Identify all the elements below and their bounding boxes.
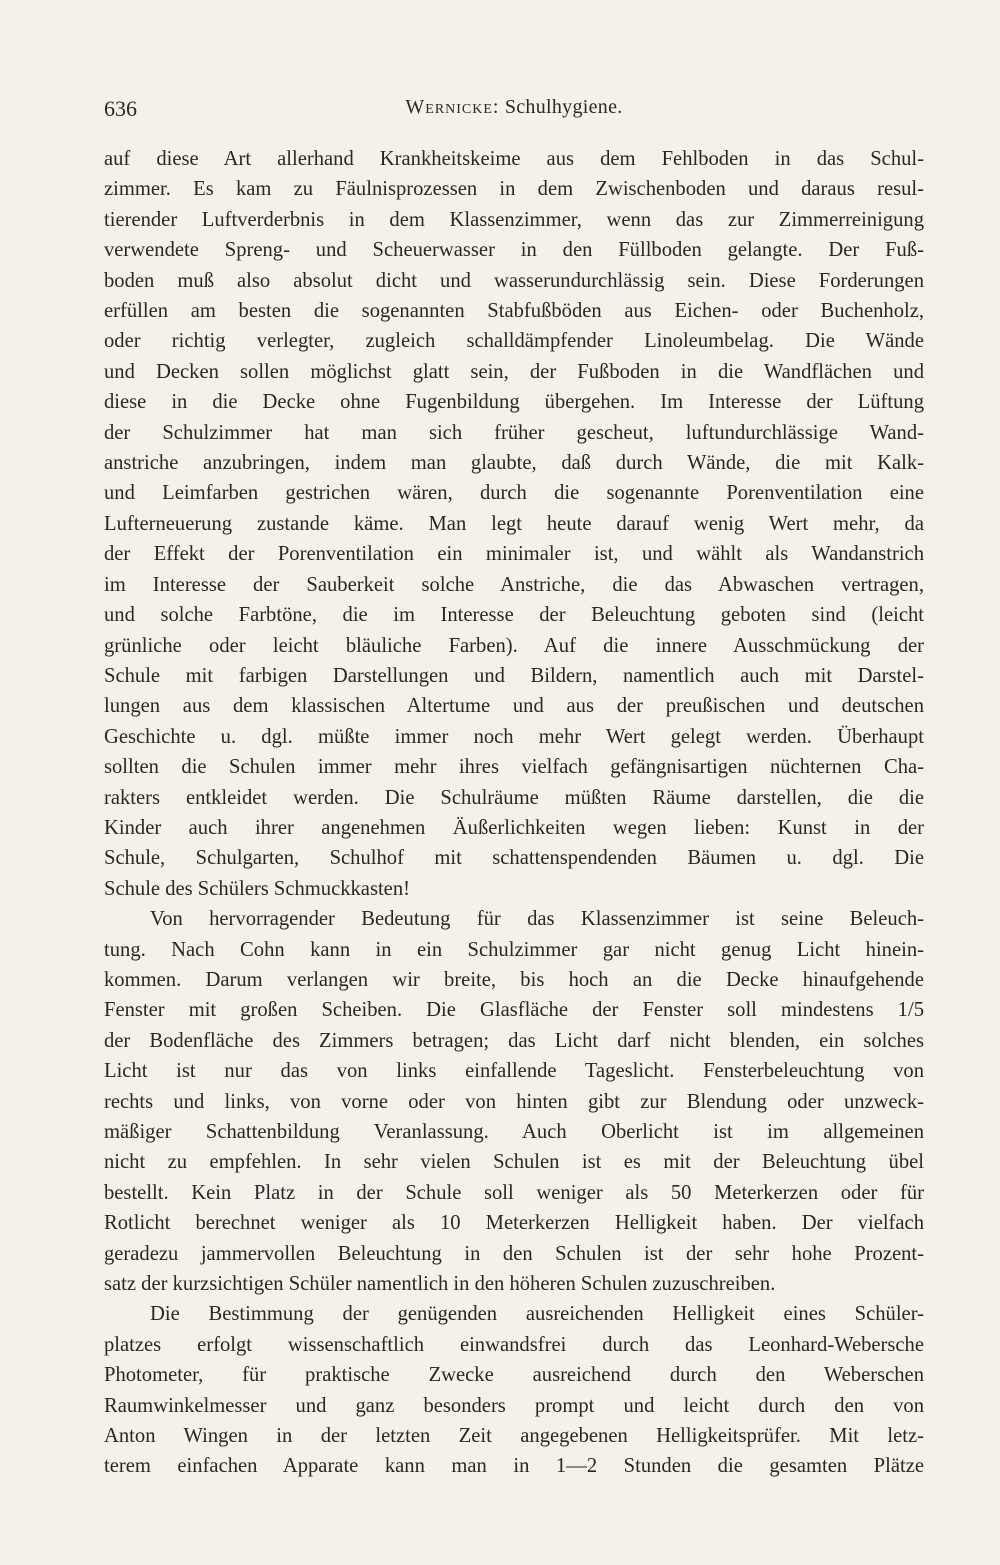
text-line: der Schulzimmer hat man sich früher gescheut, luftundurchlässige Wand- bbox=[104, 421, 924, 444]
text-line: terem einfachen Apparate kann man in 1—2 Stunden die gesamten Plätze bbox=[104, 1455, 924, 1478]
paragraph bbox=[104, 1299, 924, 1481]
text-line: tung. Nach Cohn kann in ein Schulzimmer gar nicht genug Licht hinein- bbox=[104, 938, 924, 961]
text-line: grünliche oder leicht bläuliche Farben). Auf die innere Ausschmückung der bbox=[104, 634, 924, 657]
text-line: Licht ist nur das von links einfallende Tageslicht. Fensterbeleuchtung von bbox=[104, 1060, 924, 1083]
text-line: Raumwinkelmesser und ganz besonders prompt und leicht durch den von bbox=[104, 1394, 924, 1417]
text-line: kommen. Darum verlangen wir breite, bis hoch an die Decke hinaufgehende bbox=[104, 968, 924, 991]
running-head bbox=[104, 96, 924, 119]
text-line: Schule, Schulgarten, Schulhof mit schattenspendenden Bäumen u. dgl. Die bbox=[104, 847, 924, 870]
text-line: Anton Wingen in der letzten Zeit angegebenen Helligkeitsprüfer. Mit letz- bbox=[104, 1425, 924, 1448]
text-line: Fenster mit großen Scheiben. Die Glasfläche der Fenster soll mindestens 1/5 bbox=[104, 999, 924, 1022]
text-line: lungen aus dem klassischen Altertume und aus der preußischen und deutschen bbox=[104, 695, 924, 718]
text-line: der Effekt der Porenventilation ein minimaler ist, und wählt als Wandanstrich bbox=[104, 543, 924, 566]
text-line: und Leimfarben gestrichen wären, durch die sogenannte Porenventilation eine bbox=[104, 482, 924, 505]
body-text bbox=[104, 144, 924, 1482]
running-head-title: Schulhygiene. bbox=[504, 96, 623, 118]
text-line: auf diese Art allerhand Krankheitskeime aus dem Fehlboden in das Schul- bbox=[104, 148, 924, 170]
text-line: tierender Luftverderbnis in dem Klassenzimmer, wenn das zur Zimmerreinigung bbox=[104, 208, 924, 231]
text-line: sollten die Schulen immer mehr ihres vielfach gefängnisartigen nüchternen Cha- bbox=[104, 756, 924, 779]
text-line: Lufterneuerung zustande käme. Man legt heute darauf wenig Wert mehr, da bbox=[104, 512, 924, 535]
text-line: nicht zu empfehlen. In sehr vielen Schulen ist es mit der Beleuchtung übel bbox=[104, 1151, 924, 1174]
text-line: boden muß also absolut dicht und wasserundurchlässig sein. Diese Forderungen bbox=[104, 269, 924, 292]
page-header bbox=[104, 96, 924, 126]
text-line: geradezu jammervollen Beleuchtung in den Schulen ist der sehr hohe Prozent- bbox=[104, 1242, 924, 1265]
text-line: diese in die Decke ohne Fugenbildung übergehen. Im Interesse der Lüftung bbox=[104, 391, 924, 414]
text-line: Geschichte u. dgl. müßte immer noch mehr Wert gelegt werden. Überhaupt bbox=[104, 725, 924, 748]
page-number: 636 bbox=[104, 96, 137, 121]
text-line: Kinder auch ihrer angenehmen Äußerlichkeiten wegen lieben: Kunst in der bbox=[104, 816, 924, 839]
text-line: Schule mit farbigen Darstellungen und Bildern, namentlich auch mit Darstel- bbox=[104, 664, 924, 687]
text-line: Schule des Schülers Schmuckkasten! bbox=[104, 877, 410, 900]
text-line: mäßiger Schattenbildung Veranlassung. Auch Oberlicht ist im allgemeinen bbox=[104, 1121, 924, 1143]
text-line: im Interesse der Sauberkeit solche Anstriche, die das Abwaschen vertragen, bbox=[104, 573, 924, 596]
text-line: Rotlicht berechnet weniger als 10 Meterkerzen Helligkeit haben. Der vielfach bbox=[104, 1212, 924, 1235]
text-line: und Decken sollen möglichst glatt sein, der Fußboden in die Wandflächen und bbox=[104, 360, 924, 383]
text-line: bestellt. Kein Platz in der Schule soll weniger als 50 Meterkerzen oder für bbox=[104, 1181, 924, 1204]
paragraph bbox=[104, 904, 924, 1299]
text-line: erfüllen am besten die sogenannten Stabfußböden aus Eichen- oder Buchenholz, bbox=[104, 300, 924, 323]
text-line: satz der kurzsichtigen Schüler namentlich in den höheren Schulen zuzuschreiben. bbox=[104, 1273, 776, 1296]
paragraph bbox=[104, 144, 924, 904]
text-line: anstriche anzubringen, indem man glaubte, daß durch Wände, die mit Kalk- bbox=[104, 452, 924, 475]
text-line: Von hervorragender Bedeutung für das Klassenzimmer ist seine Beleuch- bbox=[150, 908, 924, 931]
text-line: Photometer, für praktische Zwecke ausreichend durch den Weberschen bbox=[104, 1364, 924, 1387]
text-line: und solche Farbtöne, die im Interesse der Beleuchtung geboten sind (leicht bbox=[104, 604, 924, 627]
text-line: oder richtig verlegter, zugleich schalldämpfender Linoleumbelag. Die Wände bbox=[104, 330, 924, 353]
text-line: der Bodenfläche des Zimmers betragen; das Licht darf nicht blenden, ein solches bbox=[104, 1029, 924, 1052]
text-line: rakters entkleidet werden. Die Schulräume müßten Räume darstellen, die die bbox=[104, 786, 924, 809]
running-head-author: Wernicke: bbox=[405, 96, 500, 118]
text-line: verwendete Spreng- und Scheuerwasser in den Füllboden gelangte. Der Fuß- bbox=[104, 239, 924, 262]
text-line: zimmer. Es kam zu Fäulnisprozessen in dem Zwischenboden und daraus resul- bbox=[104, 178, 924, 201]
text-line: rechts und links, von vorne oder von hinten gibt zur Blendung oder unzweck- bbox=[104, 1090, 924, 1113]
text-line: Die Bestimmung der genügenden ausreichenden Helligkeit eines Schüler- bbox=[150, 1303, 924, 1326]
text-line: platzes erfolgt wissenschaftlich einwandsfrei durch das Leonhard-Webersche bbox=[104, 1333, 924, 1356]
